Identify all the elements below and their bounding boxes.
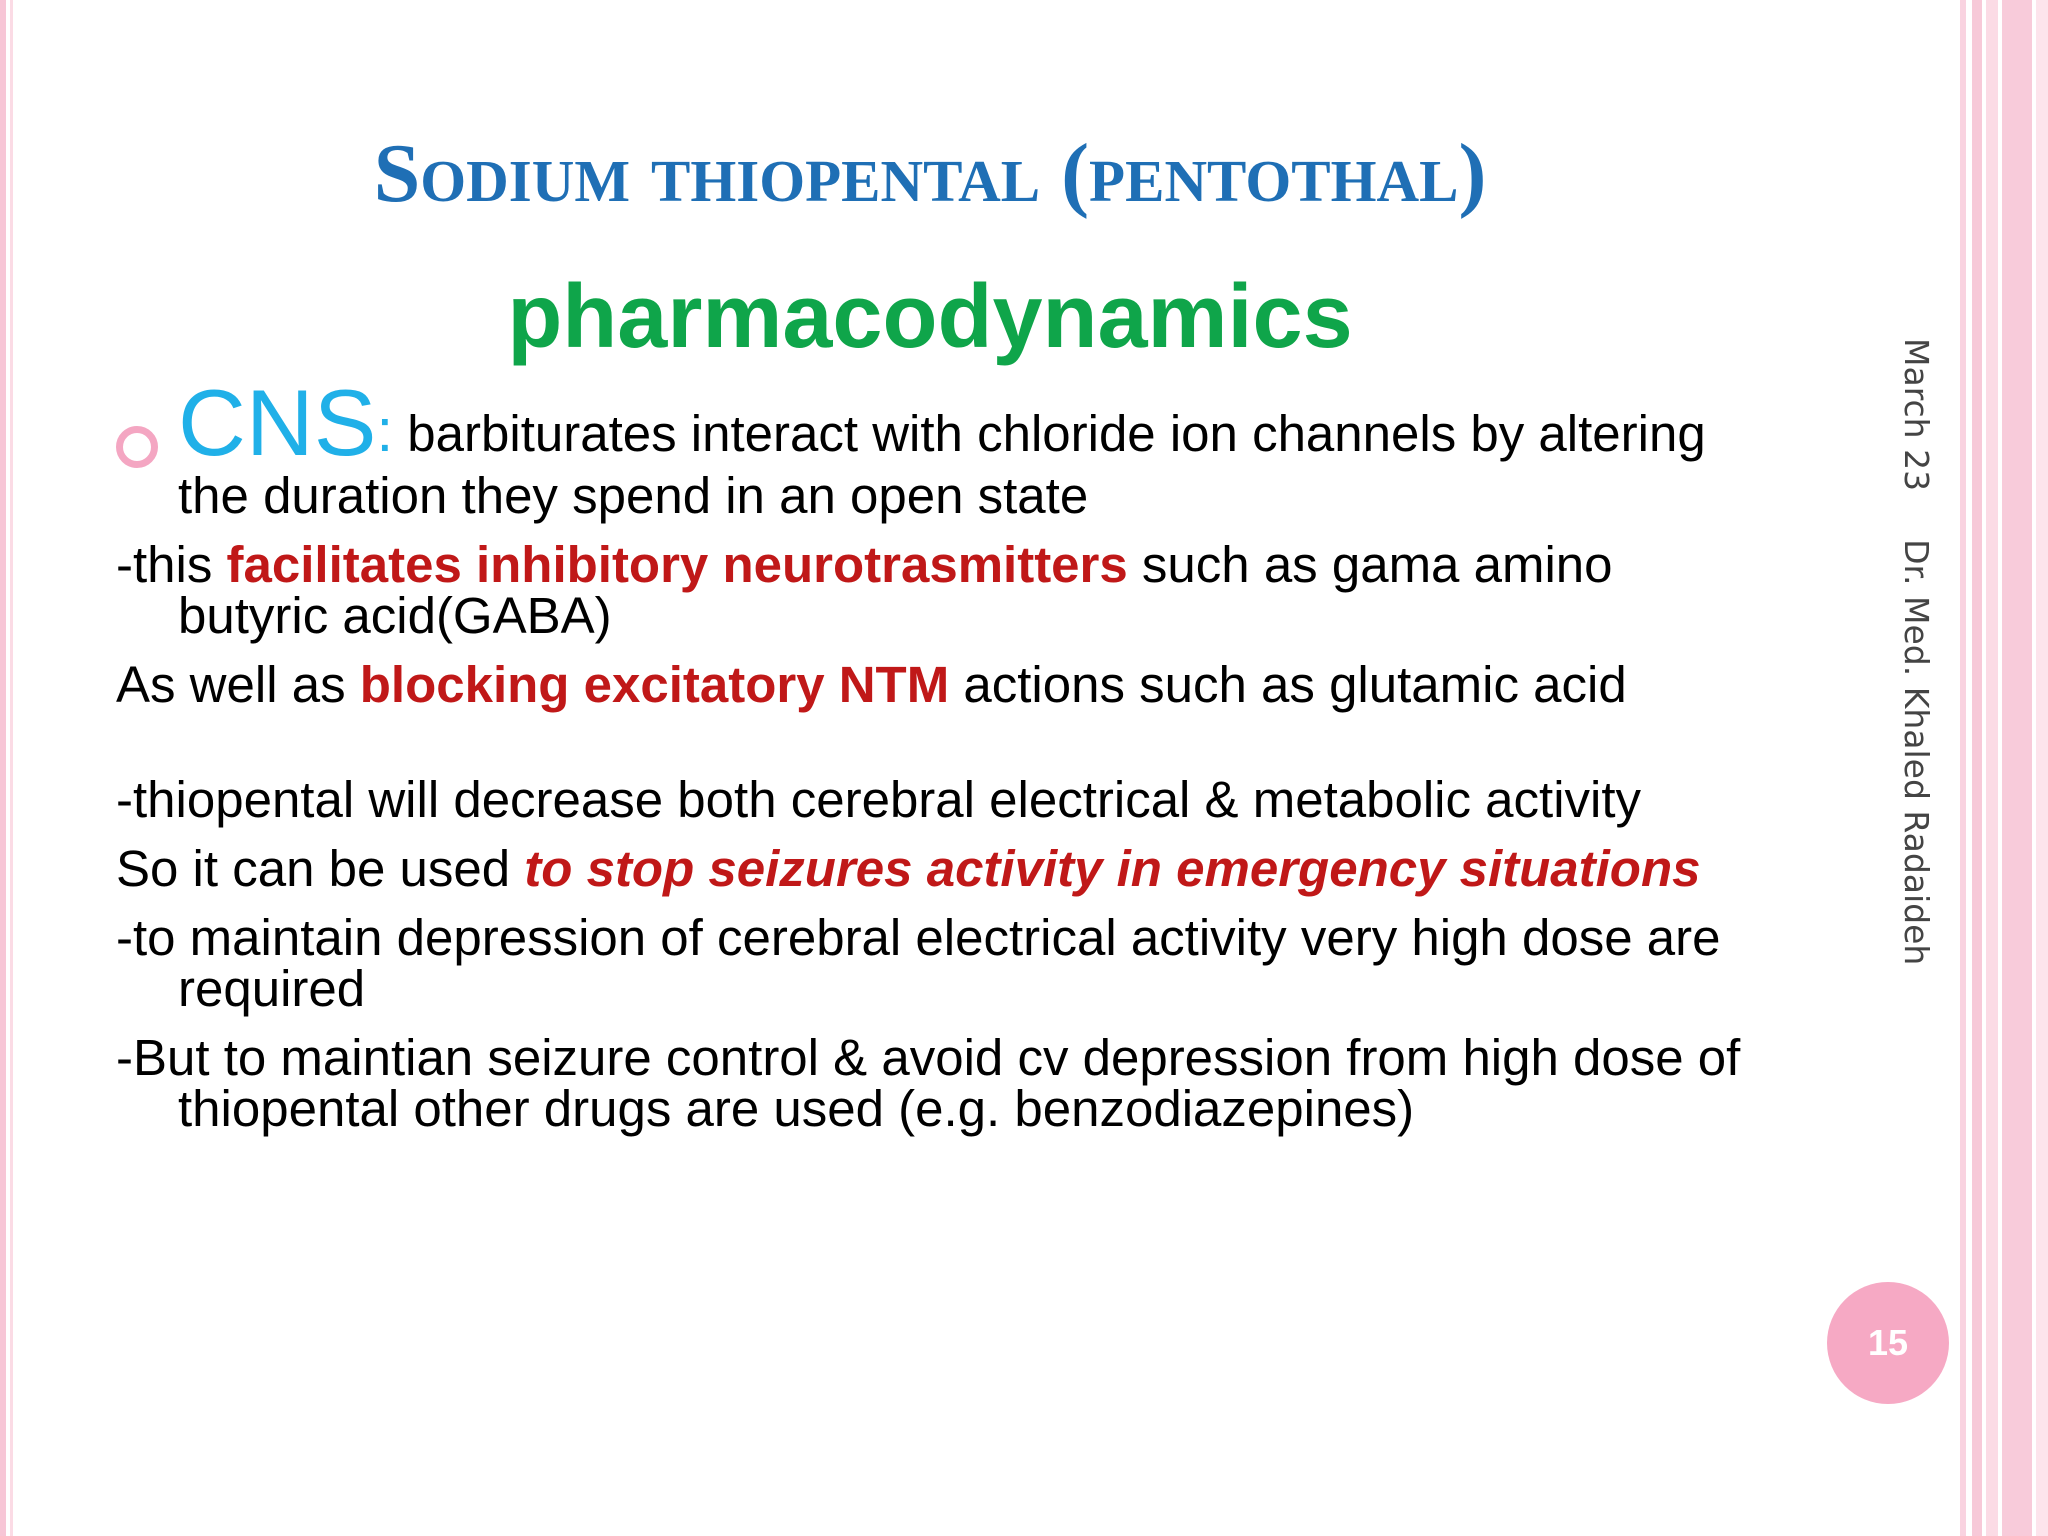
cns-label: CNS [178,370,377,475]
paragraph-seizure-control: -But to maintian seizure control & avoid cv depression from high dose of thiopental other drugs are used (e.g. benzodiazepines) [116,1029,1741,1137]
text: So it can be used [116,840,525,897]
text: As well as [116,656,360,713]
author-text: Dr. Med. Khaled Radaideh [1897,539,1936,966]
right-border-stripe [2036,0,2048,1536]
vertical-footer [1897,338,1936,965]
left-border-stripe-thin [10,0,13,1536]
highlight-text: to stop seizures activity in emergency situations [524,840,1701,897]
text: actions such as glutamic acid [949,656,1627,713]
slide-subtitle: pharmacodynamics [507,267,1353,367]
right-border-stripe [1972,0,1982,1536]
paragraph-gaba [116,536,1756,644]
date-text: March 23 [1897,338,1936,492]
text: -this [116,536,227,593]
cns-bullet [116,370,1756,524]
text: such as gama amino butyric acid(GABA) [178,536,1613,644]
ring-bullet-icon [116,426,158,468]
paragraph-seizures [116,840,1756,897]
highlight-text: facilitates inhibitory neurotrasmitters [226,536,1128,593]
spacer [116,728,1756,774]
paragraph-glutamic [116,656,1756,713]
cns-text: barbiturates interact with chloride ion channels by altering the duration they spend in an open state [178,405,1706,524]
left-border-stripe [0,0,6,1536]
slide-title: Sodium thiopental (pentothal) [373,127,1487,220]
paragraph-decrease-activity: -thiopental will decrease both cerebral electrical & metabolic activity [116,771,1642,828]
paragraph-high-dose: -to maintain depression of cerebral electrical activity very high dose are required [116,909,1721,1017]
right-border-stripe [2002,0,2032,1536]
right-border-stripe [1960,0,1966,1536]
highlight-text: blocking excitatory NTM [359,656,950,713]
page-number-badge: 15 [1827,1282,1949,1404]
cns-colon: : [376,397,394,464]
right-border-stripe [1986,0,1998,1536]
slide-body [116,370,1756,1152]
